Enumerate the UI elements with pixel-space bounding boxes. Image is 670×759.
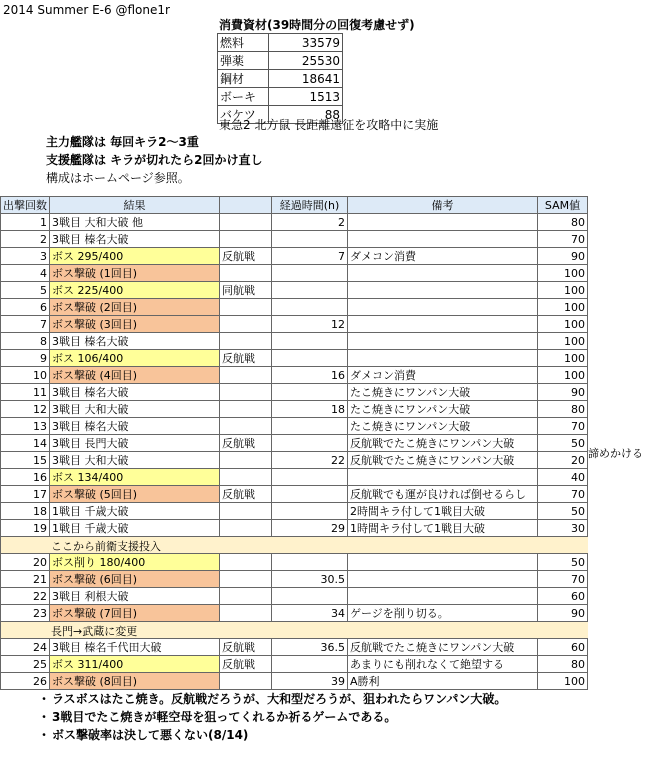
sortie-number: 26 xyxy=(1,673,50,690)
bullet-item xyxy=(38,726,248,743)
sam-cell: 40 xyxy=(538,469,588,486)
sam-cell: 100 xyxy=(538,299,588,316)
elapsed-time-cell xyxy=(272,265,348,282)
header-elapsed-time: 経過時間(h) xyxy=(272,197,348,214)
result-cell: 1戦目 千歳大破 xyxy=(50,503,220,520)
remarks-cell: ダメコン消費 xyxy=(348,367,538,384)
sam-cell: 100 xyxy=(538,333,588,350)
remarks-cell: 反航戦でも運が良ければ倒せるらし xyxy=(348,486,538,503)
remarks-cell: たこ焼きにワンパン大破 xyxy=(348,401,538,418)
table-row xyxy=(1,673,588,690)
formation-cell: 反航戦 xyxy=(220,486,272,503)
bullet-item xyxy=(38,708,396,725)
resource-value: 1513 xyxy=(269,88,343,106)
remarks-cell: ダメコン消費 xyxy=(348,248,538,265)
result-cell: 3戦目 榛名大破 xyxy=(50,333,220,350)
sortie-number: 14 xyxy=(1,435,50,452)
sam-cell: 50 xyxy=(538,554,588,571)
elapsed-time-cell: 2 xyxy=(272,214,348,231)
elapsed-time-cell: 30.5 xyxy=(272,571,348,588)
result-cell: 3戦目 大和大破 xyxy=(50,452,220,469)
sortie-number: 20 xyxy=(1,554,50,571)
sortie-number: 19 xyxy=(1,520,50,537)
remarks-cell: 反航戦でたこ焼きにワンパン大破 xyxy=(348,435,538,452)
section-cell xyxy=(220,537,272,554)
sam-cell: 60 xyxy=(538,639,588,656)
result-cell: 3戦目 長門大破 xyxy=(50,435,220,452)
bullet-text: ラスボスはたこ焼き。反航戦だろうが、大和型だろうが、狙われたらワンパン大破。 xyxy=(52,692,507,706)
section-cell xyxy=(348,622,538,639)
formation-cell xyxy=(220,452,272,469)
result-cell: ボス 311/400 xyxy=(50,656,220,673)
sortie-number: 15 xyxy=(1,452,50,469)
resources-table xyxy=(217,33,343,124)
result-cell: ボス削り 180/400 xyxy=(50,554,220,571)
sam-cell: 100 xyxy=(538,673,588,690)
bullet-item xyxy=(38,690,506,707)
formation-cell: 反航戦 xyxy=(220,639,272,656)
formation-cell xyxy=(220,214,272,231)
bullet-mark: ・ xyxy=(38,710,51,724)
resource-row xyxy=(218,34,343,52)
elapsed-time-cell xyxy=(272,435,348,452)
elapsed-time-cell xyxy=(272,418,348,435)
sortie-number: 23 xyxy=(1,605,50,622)
elapsed-time-cell xyxy=(272,333,348,350)
resources-note: 東急2 北方鼠 長距離遠征を攻略中に実施 xyxy=(219,118,439,132)
elapsed-time-cell xyxy=(272,282,348,299)
sortie-number: 2 xyxy=(1,231,50,248)
result-cell: ボス撃破 (5回目) xyxy=(50,486,220,503)
section-cell xyxy=(538,537,588,554)
remarks-cell xyxy=(348,282,538,299)
sortie-number: 4 xyxy=(1,265,50,282)
remarks-cell xyxy=(348,350,538,367)
elapsed-time-cell: 22 xyxy=(272,452,348,469)
sam-cell: 50 xyxy=(538,435,588,452)
result-cell: ボス 106/400 xyxy=(50,350,220,367)
elapsed-time-cell xyxy=(272,299,348,316)
remarks-cell xyxy=(348,265,538,282)
sortie-number: 18 xyxy=(1,503,50,520)
sam-cell: 20 xyxy=(538,452,588,469)
section-text: 長門→武蔵に変更 xyxy=(51,625,138,638)
resources-title: 消費資材(39時間分の回復考慮せず) xyxy=(219,18,415,32)
table-header-row xyxy=(1,197,588,214)
result-cell: 3戦目 榛名大破 xyxy=(50,418,220,435)
remarks-cell xyxy=(348,588,538,605)
remarks-cell: 1時間キラ付して1戦目大破 xyxy=(348,520,538,537)
resource-name: ボーキ xyxy=(218,88,269,106)
result-cell: 1戦目 千歳大破 xyxy=(50,520,220,537)
result-cell: ボス 134/400 xyxy=(50,469,220,486)
formation-cell: 反航戦 xyxy=(220,350,272,367)
formation-cell xyxy=(220,333,272,350)
section-cell xyxy=(220,622,272,639)
sam-cell: 100 xyxy=(538,282,588,299)
resource-name: 燃料 xyxy=(218,34,269,52)
sortie-number: 11 xyxy=(1,384,50,401)
elapsed-time-cell: 7 xyxy=(272,248,348,265)
formation-cell xyxy=(220,316,272,333)
result-cell: ボス撃破 (6回目) xyxy=(50,571,220,588)
main-fleet-note: 主力艦隊は 毎回キラ2～3重 xyxy=(46,135,199,149)
sortie-number: 16 xyxy=(1,469,50,486)
remarks-cell xyxy=(348,316,538,333)
bullet-text: ボス撃破率は決して悪くない(8/14) xyxy=(52,728,249,742)
sam-cell: 60 xyxy=(538,588,588,605)
elapsed-time-cell xyxy=(272,503,348,520)
table-row xyxy=(1,384,588,401)
sortie-number: 7 xyxy=(1,316,50,333)
resource-row xyxy=(218,70,343,88)
remarks-cell xyxy=(348,214,538,231)
sam-cell: 80 xyxy=(538,401,588,418)
resource-value: 25530 xyxy=(269,52,343,70)
table-row xyxy=(1,282,588,299)
sortie-number: 5 xyxy=(1,282,50,299)
remarks-cell xyxy=(348,231,538,248)
formation-cell xyxy=(220,503,272,520)
formation-cell xyxy=(220,367,272,384)
sam-cell: 100 xyxy=(538,367,588,384)
sam-cell: 90 xyxy=(538,605,588,622)
section-cell xyxy=(272,622,348,639)
table-row xyxy=(1,299,588,316)
support-fleet-note: 支援艦隊は キラが切れたら2回かけ直し xyxy=(46,153,263,167)
table-row xyxy=(1,435,588,452)
result-cell: ボス 295/400 xyxy=(50,248,220,265)
sortie-number: 1 xyxy=(1,214,50,231)
section-row xyxy=(1,537,588,554)
table-row xyxy=(1,418,588,435)
formation-cell: 反航戦 xyxy=(220,656,272,673)
formation-cell xyxy=(220,384,272,401)
header-result: 結果 xyxy=(50,197,220,214)
formation-cell xyxy=(220,265,272,282)
elapsed-time-cell: 34 xyxy=(272,605,348,622)
result-cell: 3戦目 大和大破 他 xyxy=(50,214,220,231)
elapsed-time-cell xyxy=(272,231,348,248)
result-cell: ボス撃破 (1回目) xyxy=(50,265,220,282)
remarks-cell: たこ焼きにワンパン大破 xyxy=(348,384,538,401)
remarks-cell: たこ焼きにワンパン大破 xyxy=(348,418,538,435)
sam-cell: 100 xyxy=(538,350,588,367)
bullet-mark: ・ xyxy=(38,692,51,706)
result-cell: ボス撃破 (3回目) xyxy=(50,316,220,333)
formation-cell xyxy=(220,299,272,316)
table-row xyxy=(1,571,588,588)
sam-cell: 70 xyxy=(538,571,588,588)
formation-cell xyxy=(220,418,272,435)
sortie-number: 17 xyxy=(1,486,50,503)
formation-cell xyxy=(220,401,272,418)
table-row xyxy=(1,605,588,622)
remarks-cell: 2時間キラ付して1戦目大破 xyxy=(348,503,538,520)
sortie-number: 12 xyxy=(1,401,50,418)
resource-row xyxy=(218,52,343,70)
formation-cell: 同航戦 xyxy=(220,282,272,299)
result-cell: ボス撃破 (2回目) xyxy=(50,299,220,316)
sam-cell: 70 xyxy=(538,486,588,503)
result-cell: 3戦目 榛名千代田大破 xyxy=(50,639,220,656)
remarks-cell xyxy=(348,299,538,316)
sortie-number: 21 xyxy=(1,571,50,588)
formation-cell: 反航戦 xyxy=(220,248,272,265)
header-formation xyxy=(220,197,272,214)
table-row xyxy=(1,248,588,265)
sortie-number: 6 xyxy=(1,299,50,316)
table-row xyxy=(1,520,588,537)
sortie-number: 10 xyxy=(1,367,50,384)
sortie-number: 24 xyxy=(1,639,50,656)
remarks-cell xyxy=(348,554,538,571)
elapsed-time-cell: 18 xyxy=(272,401,348,418)
remarks-cell: 反航戦でたこ焼きにワンパン大破 xyxy=(348,639,538,656)
sam-cell: 90 xyxy=(538,248,588,265)
sam-cell: 50 xyxy=(538,503,588,520)
elapsed-time-cell: 36.5 xyxy=(272,639,348,656)
elapsed-time-cell: 29 xyxy=(272,520,348,537)
elapsed-time-cell: 16 xyxy=(272,367,348,384)
sortie-table-body xyxy=(1,197,588,690)
result-cell: ボス 225/400 xyxy=(50,282,220,299)
sam-cell: 70 xyxy=(538,418,588,435)
sam-cell: 100 xyxy=(538,265,588,282)
table-row xyxy=(1,503,588,520)
table-row xyxy=(1,639,588,656)
formation-cell xyxy=(220,520,272,537)
resource-name: 弾薬 xyxy=(218,52,269,70)
sortie-number: 3 xyxy=(1,248,50,265)
formation-cell: 反航戦 xyxy=(220,435,272,452)
result-cell: 3戦目 榛名大破 xyxy=(50,384,220,401)
elapsed-time-cell xyxy=(272,656,348,673)
section-cell xyxy=(538,622,588,639)
result-cell: ボス撃破 (8回目) xyxy=(50,673,220,690)
elapsed-time-cell xyxy=(272,554,348,571)
elapsed-time-cell xyxy=(272,384,348,401)
result-cell: ボス撃破 (7回目) xyxy=(50,605,220,622)
side-note: 諦めかける xyxy=(588,447,643,460)
remarks-cell xyxy=(348,571,538,588)
table-row xyxy=(1,486,588,503)
result-cell: ボス撃破 (4回目) xyxy=(50,367,220,384)
table-row xyxy=(1,333,588,350)
elapsed-time-cell: 39 xyxy=(272,673,348,690)
bullet-mark: ・ xyxy=(38,728,51,742)
remarks-cell xyxy=(348,333,538,350)
composition-note: 構成はホームページ参照。 xyxy=(46,171,190,185)
table-row xyxy=(1,469,588,486)
sam-cell: 70 xyxy=(538,231,588,248)
table-row xyxy=(1,231,588,248)
sheet-title: 2014 Summer E-6 @flone1r xyxy=(3,3,170,17)
resource-name: バケツ xyxy=(218,106,269,124)
resource-value: 33579 xyxy=(269,34,343,52)
remarks-cell: あまりにも削れなくて絶望する xyxy=(348,656,538,673)
formation-cell xyxy=(220,605,272,622)
section-label xyxy=(1,622,138,639)
table-row xyxy=(1,214,588,231)
result-cell: 3戦目 榛名大破 xyxy=(50,231,220,248)
section-cell xyxy=(272,537,348,554)
table-row xyxy=(1,316,588,333)
header-sortie-count: 出撃回数 xyxy=(1,197,50,214)
section-row xyxy=(1,622,588,639)
sam-cell: 30 xyxy=(538,520,588,537)
remarks-cell: ゲージを削り切る。 xyxy=(348,605,538,622)
resource-name: 鋼材 xyxy=(218,70,269,88)
table-row xyxy=(1,367,588,384)
sortie-number: 22 xyxy=(1,588,50,605)
table-row xyxy=(1,350,588,367)
sortie-number: 25 xyxy=(1,656,50,673)
remarks-cell xyxy=(348,469,538,486)
sam-cell: 80 xyxy=(538,214,588,231)
table-row xyxy=(1,401,588,418)
result-cell: 3戦目 大和大破 xyxy=(50,401,220,418)
formation-cell xyxy=(220,588,272,605)
result-cell: 3戦目 利根大破 xyxy=(50,588,220,605)
header-remarks: 備考 xyxy=(348,197,538,214)
sortie-table xyxy=(0,196,588,690)
resource-value: 88 xyxy=(269,106,343,124)
header-sam: SAM値 xyxy=(538,197,588,214)
sam-cell: 100 xyxy=(538,316,588,333)
table-row xyxy=(1,265,588,282)
bullet-text: 3戦目でたこ焼きが軽空母を狙ってくれるか祈るゲームである。 xyxy=(52,710,397,724)
formation-cell xyxy=(220,571,272,588)
elapsed-time-cell: 12 xyxy=(272,316,348,333)
sortie-number: 13 xyxy=(1,418,50,435)
formation-cell xyxy=(220,469,272,486)
section-cell xyxy=(348,537,538,554)
resource-value: 18641 xyxy=(269,70,343,88)
remarks-cell: 反航戦でたこ焼きにワンパン大破 xyxy=(348,452,538,469)
formation-cell xyxy=(220,554,272,571)
section-label xyxy=(1,537,161,554)
formation-cell xyxy=(220,673,272,690)
table-row xyxy=(1,656,588,673)
formation-cell xyxy=(220,231,272,248)
sortie-number: 8 xyxy=(1,333,50,350)
elapsed-time-cell xyxy=(272,469,348,486)
table-row xyxy=(1,452,588,469)
section-text: ここから前衛支援投入 xyxy=(51,540,161,553)
table-row xyxy=(1,554,588,571)
elapsed-time-cell xyxy=(272,588,348,605)
elapsed-time-cell xyxy=(272,486,348,503)
remarks-cell: A勝利 xyxy=(348,673,538,690)
sam-cell: 90 xyxy=(538,384,588,401)
sam-cell: 80 xyxy=(538,656,588,673)
resource-row xyxy=(218,88,343,106)
sortie-number: 9 xyxy=(1,350,50,367)
elapsed-time-cell xyxy=(272,350,348,367)
table-row xyxy=(1,588,588,605)
